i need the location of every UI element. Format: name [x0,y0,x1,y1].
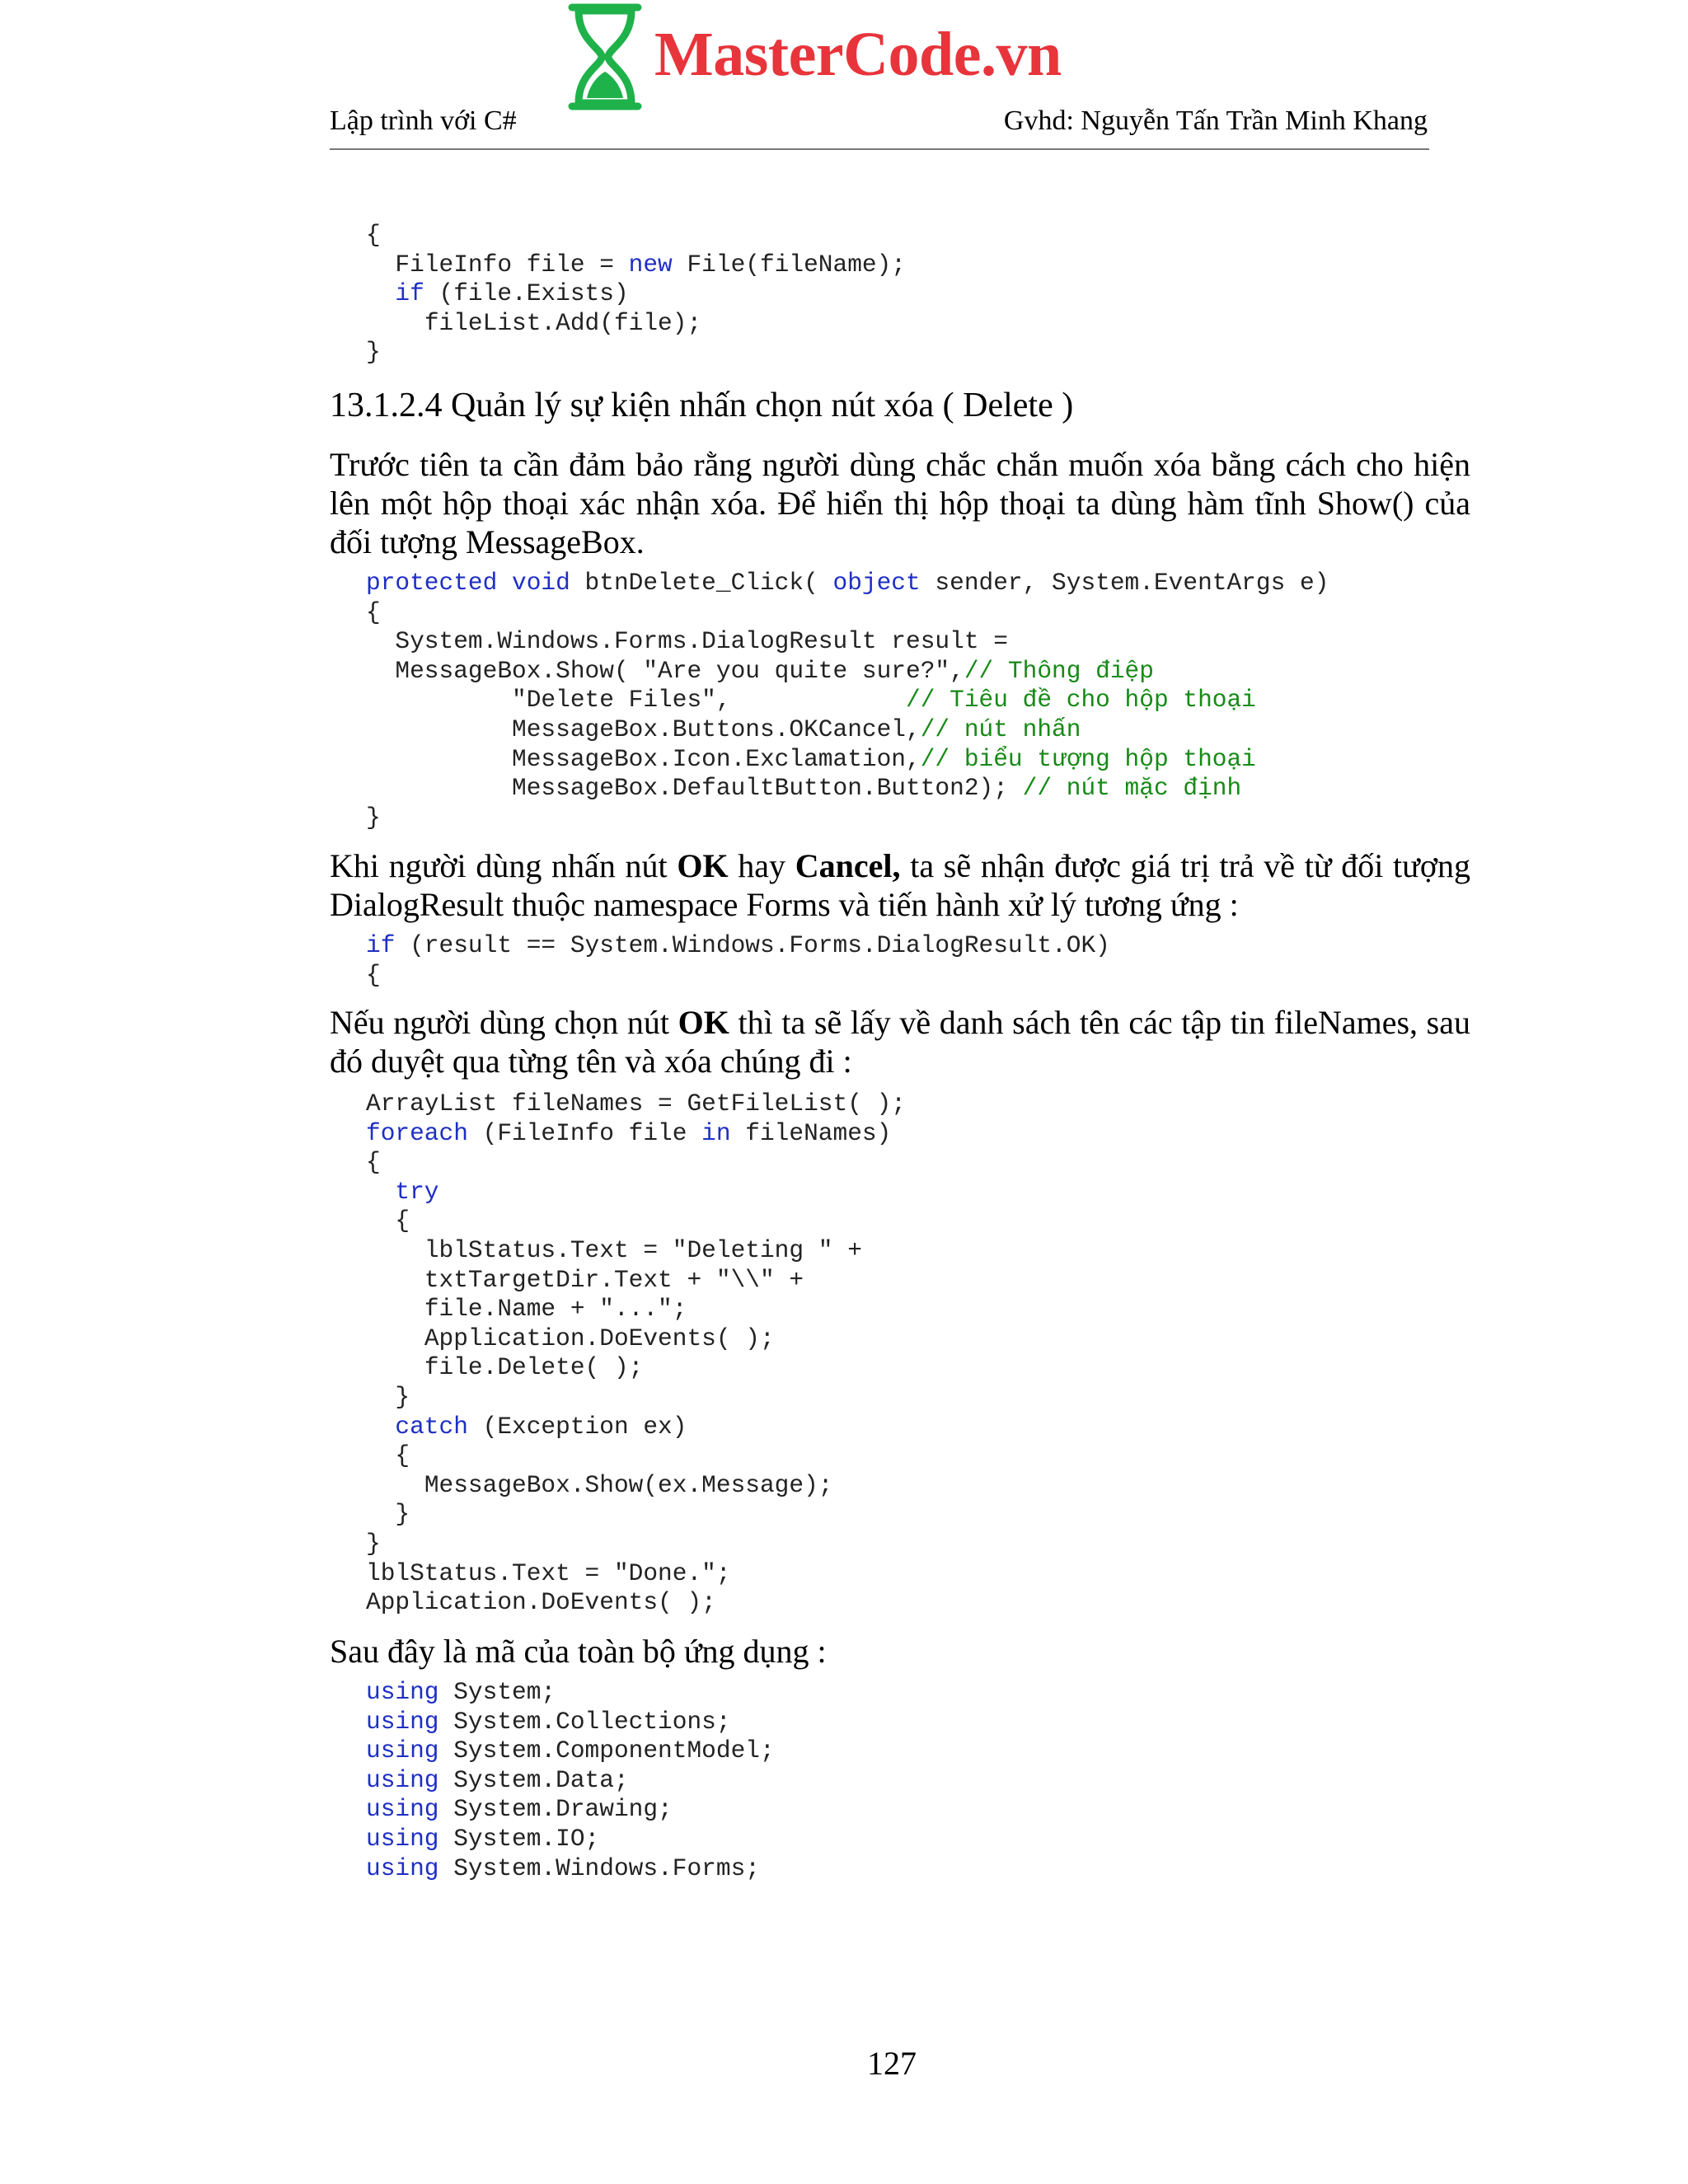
code-line [366,1708,775,1737]
code-text: } [395,1382,410,1411]
code-text: System.Windows.Forms.DialogResult result = [395,627,1008,656]
code-text: MessageBox.Show(ex.Message); [424,1470,833,1499]
paragraph-intro: Trước tiên ta cần đảm bảo rằng người dùng chắc chắn muốn xóa bằng cách cho hiện lên một hộp thoại xác nhận xóa. Để hiển thị hộp thoại ta dùng hàm tĩnh Show() của đối tượng MessageBox. [330,446,1470,560]
header-instructor: Gvhd: Nguyễn Tấn Trần Minh Khang [1003,105,1428,136]
code-text: System.ComponentModel; [438,1736,775,1765]
brand-name: MasterCode.vn [654,19,1062,89]
code-line [366,1413,906,1442]
code-line [366,931,1110,961]
code-line [366,1559,906,1589]
paragraph-full-code: Sau đây là mã của toàn bộ ứng dụng : [330,1633,827,1670]
code-text: (Exception ex) [467,1412,687,1441]
code-text: System; [438,1678,556,1706]
code-block-file-list [366,221,906,368]
code-line [366,569,1329,598]
code-comment: // biểu tượng hộp thoại [920,744,1256,773]
code-line [366,1295,906,1324]
code-line [366,1353,906,1383]
code-line [366,1825,775,1854]
code-text: { [366,598,381,626]
code-text: File(fileName); [672,250,907,279]
section-heading: 13.1.2.4 Quản lý sự kiện nhấn chọn nút xóa ( Delete ) [330,387,1074,424]
code-line [366,1678,775,1708]
code-text: (file.Exists) [424,279,629,308]
code-line [366,745,1329,775]
code-line [366,1588,906,1618]
para2-text-1: Khi người dùng nhấn nút [330,847,678,884]
code-line [366,686,1329,715]
code-line [366,1383,906,1413]
code-text: } [395,1500,410,1529]
code-keyword: object [832,569,921,597]
code-keyword: try [395,1177,439,1206]
code-text: { [366,960,381,989]
code-text: } [366,1529,381,1558]
para3-bold-ok: OK [678,1004,729,1041]
code-line [366,715,1329,745]
code-line [366,1119,906,1149]
code-keyword: using [366,1795,439,1824]
hourglass-icon [565,2,645,111]
code-text: txtTargetDir.Text + "\\" + [424,1265,804,1294]
code-keyword: foreach [366,1118,468,1147]
code-line [366,251,906,280]
code-line [366,961,1110,991]
code-text: MessageBox.Show( "Are you quite sure?", [395,656,964,685]
code-text: btnDelete_Click( [570,569,833,597]
code-line [366,221,906,251]
code-line [366,1266,906,1296]
para3-text-2: thì ta sẽ lấy về danh sách tên các tập tin fileNames, sau đó duyệt qua từng tên và xóa chúng đi : [330,1004,1470,1080]
code-text: Application.DoEvents( ); [424,1324,775,1352]
code-text: { [395,1441,410,1470]
code-text: { [395,1207,410,1235]
code-text: file.Name + "..."; [424,1295,687,1324]
code-line [366,1090,906,1119]
code-text: sender, System.EventArgs e) [920,569,1329,597]
code-line [366,1736,775,1766]
code-text: System.Data; [438,1765,629,1794]
code-line [366,338,906,368]
code-text: lblStatus.Text = "Done."; [366,1558,731,1587]
code-line [366,1148,906,1178]
code-line [366,1178,906,1207]
code-line [366,279,906,309]
paragraph-dialog-result [330,846,1470,924]
paragraph-file-names [330,1003,1470,1080]
header-divider [330,148,1429,150]
brand-logo [565,2,1062,112]
code-comment: // Thông điệp [964,656,1154,685]
code-keyword: using [366,1824,439,1853]
code-line [366,1441,906,1471]
code-keyword: if [366,931,396,959]
code-text: fileList.Add(file); [424,308,702,337]
code-keyword: catch [395,1412,468,1441]
code-line [366,598,1329,628]
code-text: Application.DoEvents( ); [366,1588,716,1617]
code-keyword: new [628,250,673,279]
code-keyword: using [366,1854,439,1882]
code-line [366,774,1329,804]
code-comment: // nút mặc định [1022,774,1242,803]
code-line [366,1795,775,1825]
code-line [366,1530,906,1559]
code-keyword: protected [366,569,498,597]
code-text: (result == System.Windows.Forms.DialogResult.OK) [395,931,1110,959]
code-line [366,1500,906,1530]
code-text: MessageBox.DefaultButton.Button2); [512,774,1023,803]
code-line [366,1471,906,1501]
para2-text-2: hay [728,847,795,884]
code-text: } [366,338,381,367]
code-keyword: void [512,569,570,597]
code-text: MessageBox.Icon.Exclamation, [512,744,921,773]
code-text: "Delete Files", [512,686,907,715]
para2-bold-ok: OK [677,847,729,884]
code-line [366,1766,775,1796]
code-comment: // nút nhấn [920,715,1081,743]
code-keyword: if [395,279,424,308]
code-text: ArrayList fileNames = GetFileList( ); [366,1090,907,1118]
page-number: 127 [867,2045,917,2082]
code-text: System.Collections; [438,1707,731,1736]
code-line [366,309,906,339]
header-course-title: Lập trình với C# [330,105,517,136]
code-text: } [366,803,381,832]
code-text: { [366,221,381,249]
code-line [366,657,1329,687]
code-text: lblStatus.Text = "Deleting " + [424,1235,862,1264]
code-line [366,1324,906,1354]
para2-text-3: ta sẽ nhận được giá trị trả về từ đối tượng DialogResult thuộc namespace Forms và tiến hành xử lý tương ứng : [330,847,1471,923]
code-block-if-result [366,931,1110,990]
code-line [366,1207,906,1236]
code-comment: // Tiêu đề cho hộp thoại [906,686,1256,715]
code-keyword: using [366,1736,439,1765]
code-block-usings [366,1678,775,1883]
code-line [366,804,1329,833]
code-text: { [366,1148,381,1177]
code-text: file.Delete( ); [424,1353,644,1382]
code-line [366,1854,775,1884]
code-line [366,627,1329,657]
code-text: fileNames) [730,1118,892,1147]
code-text: System.Drawing; [438,1795,673,1824]
para2-bold-cancel: Cancel, [795,847,901,884]
code-text: (FileInfo file [467,1118,702,1147]
para3-text-1: Nếu người dùng chọn nút [330,1004,678,1041]
code-text: System.Windows.Forms; [438,1854,760,1882]
code-block-foreach-delete [366,1090,906,1618]
code-text: MessageBox.Buttons.OKCancel, [512,715,921,743]
code-keyword: using [366,1707,439,1736]
code-line [366,1236,906,1266]
code-text: System.IO; [438,1824,600,1853]
code-keyword: using [366,1765,439,1794]
code-keyword: in [701,1118,731,1147]
code-block-delete-click [366,569,1329,832]
code-keyword: using [366,1678,439,1706]
code-text [497,569,512,597]
code-text: FileInfo file = [395,250,629,279]
